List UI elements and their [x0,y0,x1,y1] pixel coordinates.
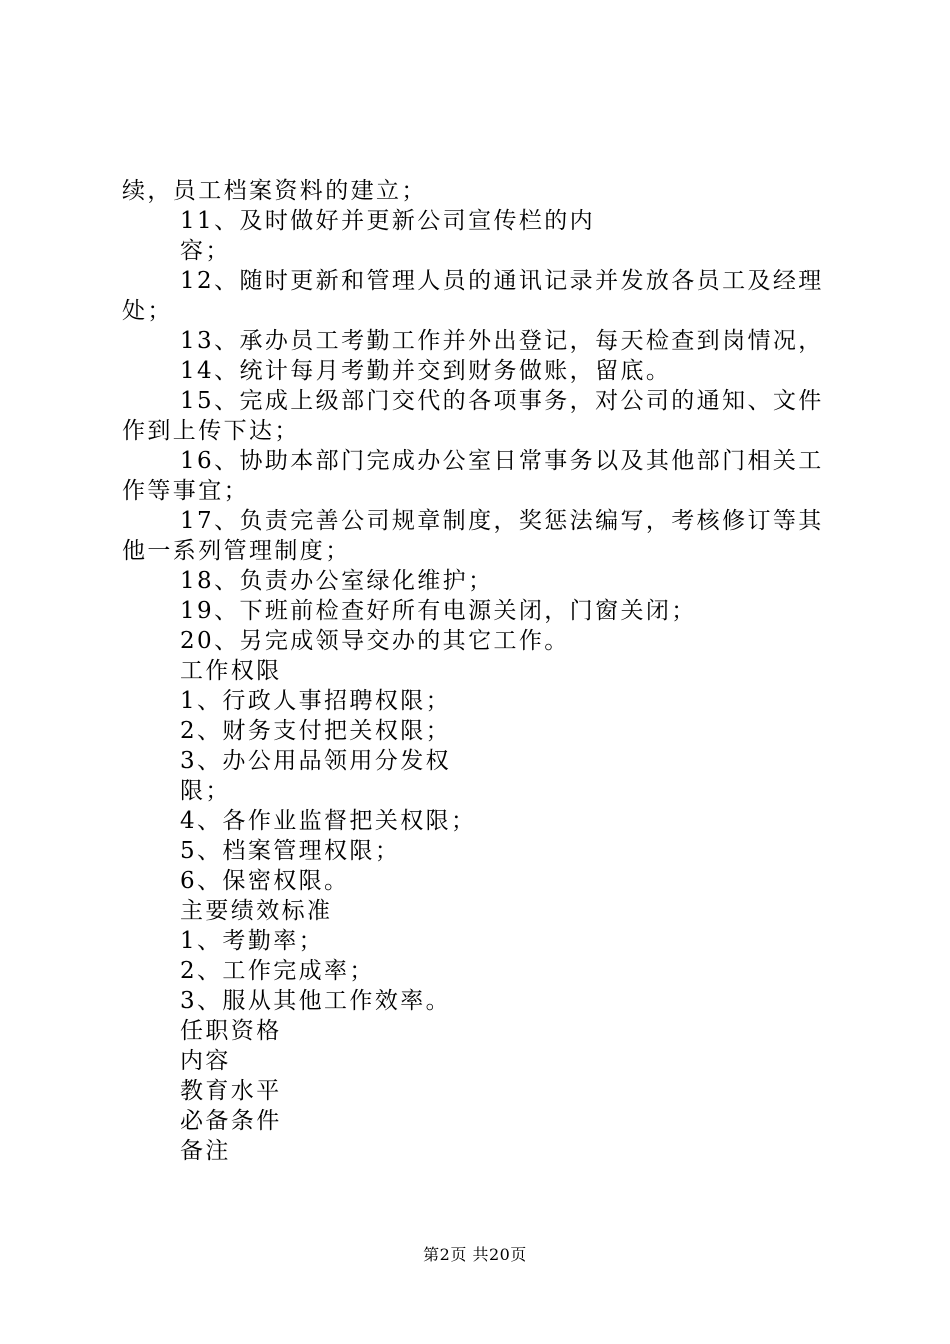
text-line: 必备条件 [180,1108,282,1134]
text-line: 内容 [180,1048,231,1074]
text-line: 3、办公用品领用分发权 [180,748,452,774]
text-line: 备注 [180,1138,231,1164]
document-body [122,176,842,1166]
text-line: 13、承办员工考勤工作并外出登记，每天检查到岗情况， [180,328,824,354]
text-line: 主要绩效标准 [180,898,333,924]
text-line: 续，员工档案资料的建立； [122,178,427,204]
text-line: 12、随时更新和管理人员的通讯记录并发放各员工及经理 [180,268,824,294]
text-line: 6、保密权限。 [180,868,350,894]
page-footer: 第2页 共20页 [423,1245,527,1264]
text-line: 他一系列管理制度； [122,538,351,564]
text-line: 4、各作业监督把关权限； [180,808,477,834]
text-line: 5、档案管理权限； [180,838,401,864]
text-line: 16、协助本部门完成办公室日常事务以及其他部门相关工 [180,448,824,474]
text-line: 3、服从其他工作效率。 [180,988,452,1014]
text-line: 教育水平 [180,1078,282,1104]
text-line: 任职资格 [180,1018,282,1044]
text-line: 2、工作完成率； [180,958,375,984]
text-line: 处； [122,298,173,324]
text-line: 19、下班前检查好所有电源关闭，门窗关闭； [180,598,697,624]
text-line: 17、负责完善公司规章制度，奖惩法编写，考核修订等其 [180,508,824,534]
text-line: 1、考勤率； [180,928,325,954]
text-line: 工作权限 [180,658,282,684]
text-line: 18、负责办公室绿化维护； [180,568,494,594]
text-line: 1、行政人事招聘权限； [180,688,452,714]
text-line: 作到上传下达； [122,418,300,444]
text-line: 14、统计每月考勤并交到财务做账，留底。 [180,358,672,384]
text-line: 容； [180,238,231,264]
text-line: 2、财务支付把关权限； [180,718,452,744]
text-line: 作等事宜； [122,478,249,504]
text-line: 20、另完成领导交办的其它工作。 [180,628,570,654]
text-line: 11、及时做好并更新公司宣传栏的内 [180,208,596,234]
text-line: 15、完成上级部门交代的各项事务，对公司的通知、文件 [180,388,824,414]
text-line: 限； [180,778,231,804]
